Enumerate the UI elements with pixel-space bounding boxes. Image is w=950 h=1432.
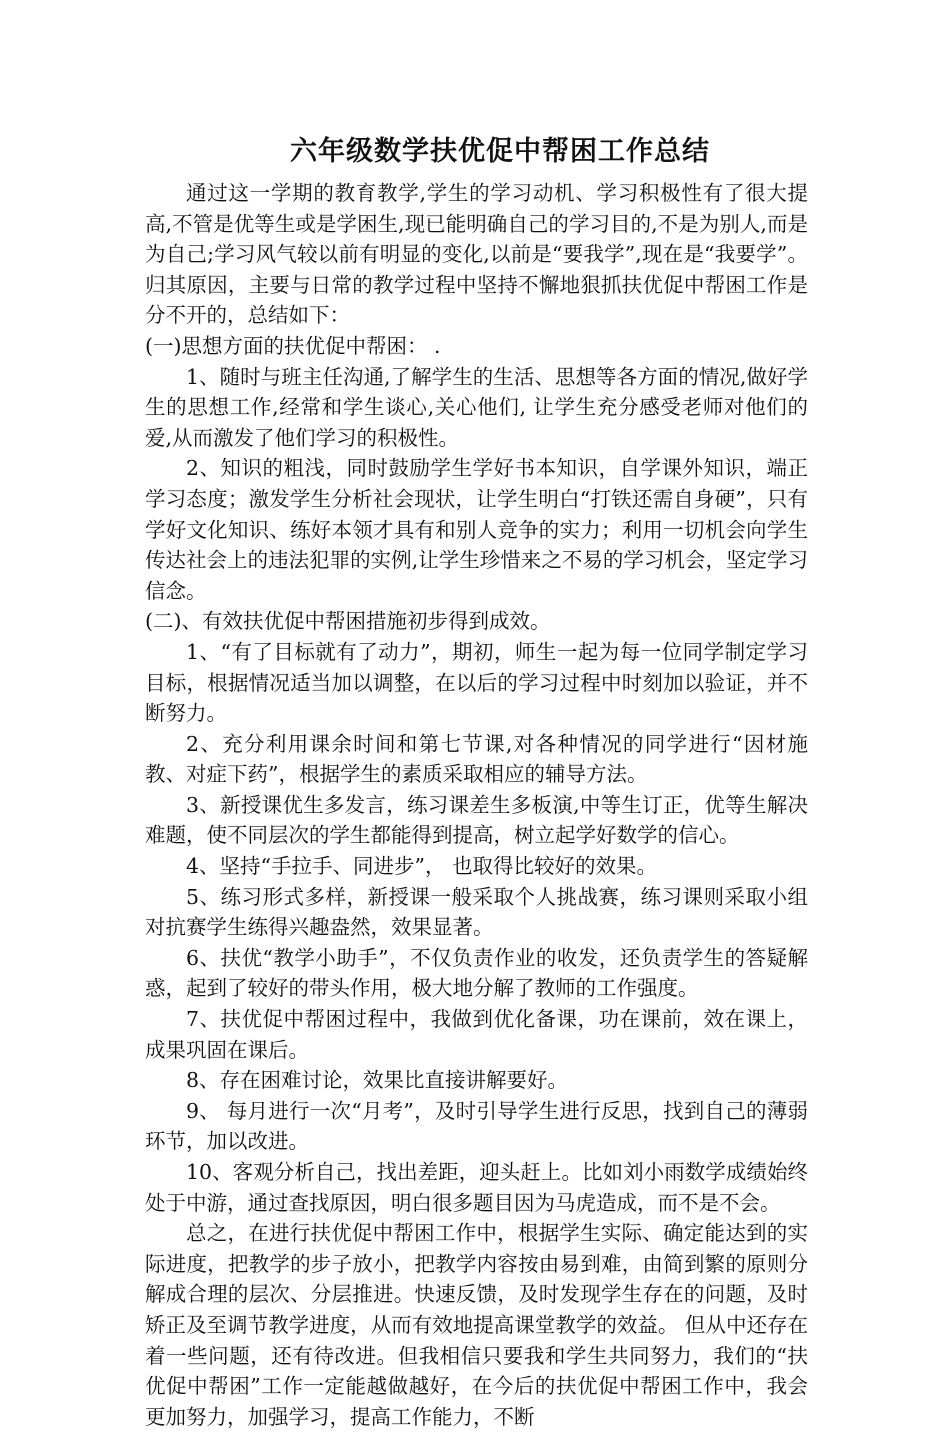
section-2-item-7: 7、扶优促中帮困过程中，我做到优化备课，功在课前，效在课上，成果巩固在课后。 [145,1007,808,1062]
section-2-item-4: 4、坚持“手拉手、同进步”， 也取得比较好的效果。 [186,854,658,879]
section-2-item-5: 5、练习形式多样，新授课一般采取个人挑战赛，练习课则采取小组对抗赛学生练得兴趣盎然，效果显著。 [145,884,808,940]
document-title: 六年级数学扶优促中帮困工作总结 [290,136,710,167]
intro-paragraph: 通过这一学期的教育教学,学生的学习动机、学习积极性有了很大提高,不管是优等生或是学困生,现已能明确自己的学习目的,不是为别人,而是为自己;学习风气较以前有明显的变化,以前是“要我学”,现在是“我要学”。归其原因，主要与日常的教学过程中坚持不懈地狠抓扶优促中帮困工作是分不开的，总结如下： [145,181,808,328]
document-body [145,126,808,1432]
section-1-item-1: 1、随时与班主任沟通,了解学生的生活、思想等各方面的情况,做好学生的思想工作,经常和学生谈心,关心他们, 让学生充分感受老师对他们的爱,从而激发了他们学习的积极性。 [145,364,808,450]
section-1-item-2: 2、知识的粗浅，同时鼓励学生学好书本知识，自学课外知识，端正学习态度；激发学生分析社会现状，让学生明白“打铁还需自身硬”，只有学好文化知识、练好本领才具有和别人竞争的实力；利用一切机会向学生传达社会上的违法犯罪的实例,让学生珍惜来之不易的学习机会，坚定学习信念。 [145,456,808,603]
section-2-item-2: 2、充分利用课余时间和第七节课,对各种情况的同学进行“因材施教、对症下药”，根据学生的素质采取相应的辅导方法。 [145,731,808,787]
section-2-item-1: 1、“有了目标就有了动力”，期初，师生一起为每一位同学制定学习目标，根据情况适当加以调整，在以后的学习过程中时刻加以验证，并不断努力。 [145,639,808,726]
section-2-item-9: 9、 每月进行一次“月考”，及时引导学生进行反思，找到自己的薄弱环节，加以改进。 [145,1098,808,1154]
section-2-item-10: 10、客观分析自己，找出差距，迎头赶上。比如刘小雨数学成绩始终处于中游，通过查找原因，明白很多题目因为马虎造成，而不是不会。 [145,1160,808,1215]
conclusion-paragraph: 总之，在进行扶优促中帮困工作中，根据学生实际、确定能达到的实际进度，把教学的步子放小，把教学内容按由易到难，由简到繁的原则分解成合理的层次、分层推进。快速反馈，及时发现学生存在的问题，及时矫正及至调节教学进度，从而有效地提高课堂教学的效益。 但从中还存在着一些问题，还有待改进。但我相信只要我和学生共同努力，我们的“扶优促中帮困”工作一定能越做越好，在今后的扶优促中帮困工作中，我会更加努力，加强学习，提高工作能力，不断 [145,1221,808,1429]
section-2-item-8: 8、存在困难讨论，效果比直接讲解要好。 [186,1068,569,1093]
section-2-item-3: 3、新授课优生多发言，练习课差生多板演,中等生订正，优等生解决难题，使不同层次的学生都能得到提高，树立起学好数学的信心。 [145,792,808,848]
section-2-item-6: 6、扶优“教学小助手”，不仅负责作业的收发，还负责学生的答疑解惑，起到了较好的带头作用，极大地分解了教师的工作强度。 [145,945,808,1001]
section-1-heading: (一)思想方面的扶优促中帮困： . [145,333,441,358]
section-2-heading: (二)、有效扶优促中帮困措施初步得到成效。 [145,609,551,634]
